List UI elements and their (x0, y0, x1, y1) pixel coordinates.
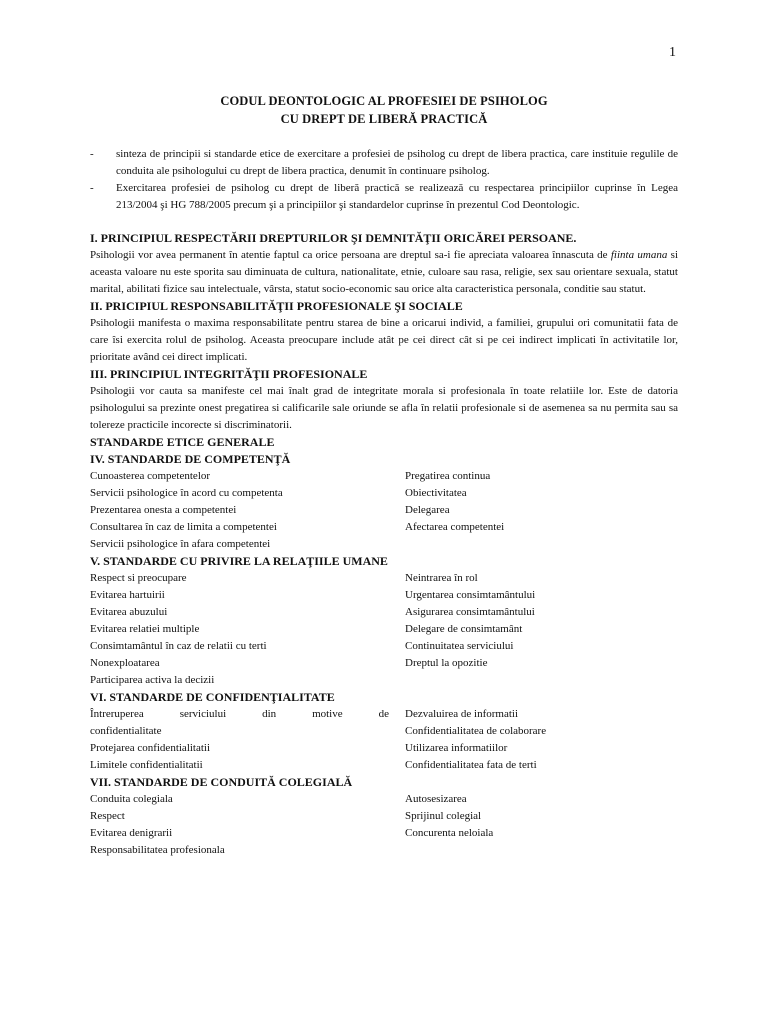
list-item: Delegare de consimtamânt (405, 623, 523, 635)
word: de (378, 708, 389, 720)
italic-text: fiinta umana (610, 249, 668, 261)
list-item: Consimtamântul în caz de relatii cu terti (90, 640, 267, 652)
section-paragraph: Psihologii vor cauta sa manifeste cel mai înalt grad de integritate morala si profesionala în toate relatiile lor. Este de datoria psihologului sa prezinte onest pregatirea si calificarile sale oriunde se afla în relatii profesionale si de asemenea sa nu permita sau sa tolereze practicile incorecte si discriminatorii. (90, 385, 678, 431)
list-item: Respect (90, 810, 125, 822)
bullet-dash: - (90, 182, 94, 194)
list-item (405, 672, 678, 689)
list-item: Confidentialitatea fata de terti (405, 759, 537, 771)
section-heading: V. STANDARDE CU PRIVIRE LA RELAŢIILE UMANE (90, 554, 388, 568)
list-item-continuation: confidentialitate (90, 725, 162, 737)
list-item: Utilizarea informatiilor (405, 742, 508, 754)
intro-bullets (90, 146, 678, 214)
section-heading: II. PRICIPIUL RESPONSABILITĂŢII PROFESIONALE ŞI SOCIALE (90, 299, 463, 313)
standards-heading: STANDARDE ETICE GENERALE (90, 435, 275, 449)
standards-list (90, 468, 678, 553)
list-item: Participarea activa la decizii (90, 674, 215, 686)
bullet-text: sinteza de principii si standarde etice de exercitare a profesiei de psiholog cu drept de libera practica, care instituie regulile de conduita ale psihologului cu drept de libera practica, denumit în continuare psiholog. (116, 148, 678, 177)
list-item: Evitarea relatiei multiple (90, 623, 200, 635)
list-item: Neintrarea în rol (405, 572, 478, 584)
word: serviciului (179, 708, 227, 720)
bullet-dash: - (90, 148, 94, 160)
list-item: Cunoasterea competentelor (90, 470, 211, 482)
list-item: Dreptul la opozitie (405, 657, 488, 669)
word: din (262, 708, 277, 720)
list-item: Concurenta neloiala (405, 827, 494, 839)
bullet-item (90, 146, 678, 180)
list-item: Conduita colegiala (90, 793, 173, 805)
list-item: Sprijinul colegial (405, 810, 482, 822)
section-heading: III. PRINCIPIUL INTEGRITĂŢII PROFESIONALE (90, 367, 368, 381)
document-body (90, 230, 678, 859)
section-heading: VII. STANDARDE DE CONDUITĂ COLEGIALĂ (90, 775, 353, 789)
list-item: Evitarea denigrarii (90, 827, 173, 839)
list-item: Afectarea competentei (405, 521, 505, 533)
document-title-line1: CODUL DEONTOLOGIC AL PROFESIEI DE PSIHOLOG (220, 94, 548, 108)
list-item: Urgentarea consimtamântului (405, 589, 536, 601)
list-item: Servicii psihologice în acord cu competenta (90, 487, 283, 499)
bullet-text: Exercitarea profesiei de psiholog cu drept de liberă practică se realizează cu respectarea principiilor cuprinse în Legea 213/2004 şi HG 788/2005 precum şi a principiilor şi standardelor cuprinse în prezentul Cod Deontologic. (116, 182, 678, 211)
list-item (405, 842, 678, 859)
list-item: Obiectivitatea (405, 487, 467, 499)
document-title-line2: CU DREPT DE LIBERĂ PRACTICĂ (280, 112, 488, 126)
list-item: Delegarea (405, 504, 450, 516)
list-item: Autosesizarea (405, 793, 467, 805)
section-paragraph: Psihologii manifesta o maxima responsabilitate pentru starea de bine a oricarui individ, a familiei, grupului ori comunitatii fata de care îsi exercita rolul de psiholog. Aceasta preocupare include atât pe cei direct cât si pe cei indirect implicati în activitatile lor, prioritate având cei direct implicati. (90, 317, 678, 363)
standards-list (90, 570, 678, 689)
list-item: Nonexploatarea (90, 657, 160, 669)
standards-list (90, 706, 678, 774)
section-heading: I. PRINCIPIUL RESPECTĂRII DREPTURILOR ŞI DEMNITĂŢII ORICĂREI PERSOANE. (90, 231, 577, 245)
list-item: Asigurarea consimtamântului (405, 606, 535, 618)
word: motive (312, 708, 343, 720)
bullet-item (90, 180, 678, 214)
list-item: Respect si preocupare (90, 572, 187, 584)
word: Întreruperea (90, 708, 144, 720)
section-heading: IV. STANDARDE DE COMPETENŢĂ (90, 452, 291, 466)
section-heading: VI. STANDARDE DE CONFIDENŢIALITATE (90, 690, 335, 704)
paragraph-text: Psihologii vor avea permanent în atentie faptul ca orice persoana are dreptul sa-i fie apreciata valoarea înnascuta de (90, 249, 611, 261)
list-item (405, 536, 678, 553)
page-number: 1 (669, 45, 676, 60)
list-item: Pregatirea continua (405, 470, 491, 482)
list-item (90, 706, 405, 723)
list-item: Consultarea în caz de limita a competentei (90, 521, 277, 533)
list-item: Prezentarea onesta a competentei (90, 504, 237, 516)
list-item: Limitele confidentialitatii (90, 759, 203, 771)
section-paragraph (90, 247, 678, 298)
list-item: Evitarea abuzului (90, 606, 168, 618)
list-item: Servicii psihologice în afara competentei (90, 538, 271, 550)
list-item: Responsabilitatea profesionala (90, 844, 225, 856)
list-item: Evitarea hartuirii (90, 589, 165, 601)
list-item: Continuitatea serviciului (405, 640, 514, 652)
list-item: Dezvaluirea de informatii (405, 708, 519, 720)
list-item: Confidentialitatea de colaborare (405, 725, 547, 737)
paragraph-text: si aceasta valoare nu este sporita sau diminuata de cultura, nationalitate, etnie, culoare sau rasa, religie, sex sau orientare sexuala, statut marital, abilitati fizice sau intelectuale, vârsta, statut socio-economic sau orice alta caracteristica personala, conditie sau statut. (90, 249, 679, 295)
list-item: Protejarea confidentialitatii (90, 742, 211, 754)
standards-list (90, 791, 678, 859)
